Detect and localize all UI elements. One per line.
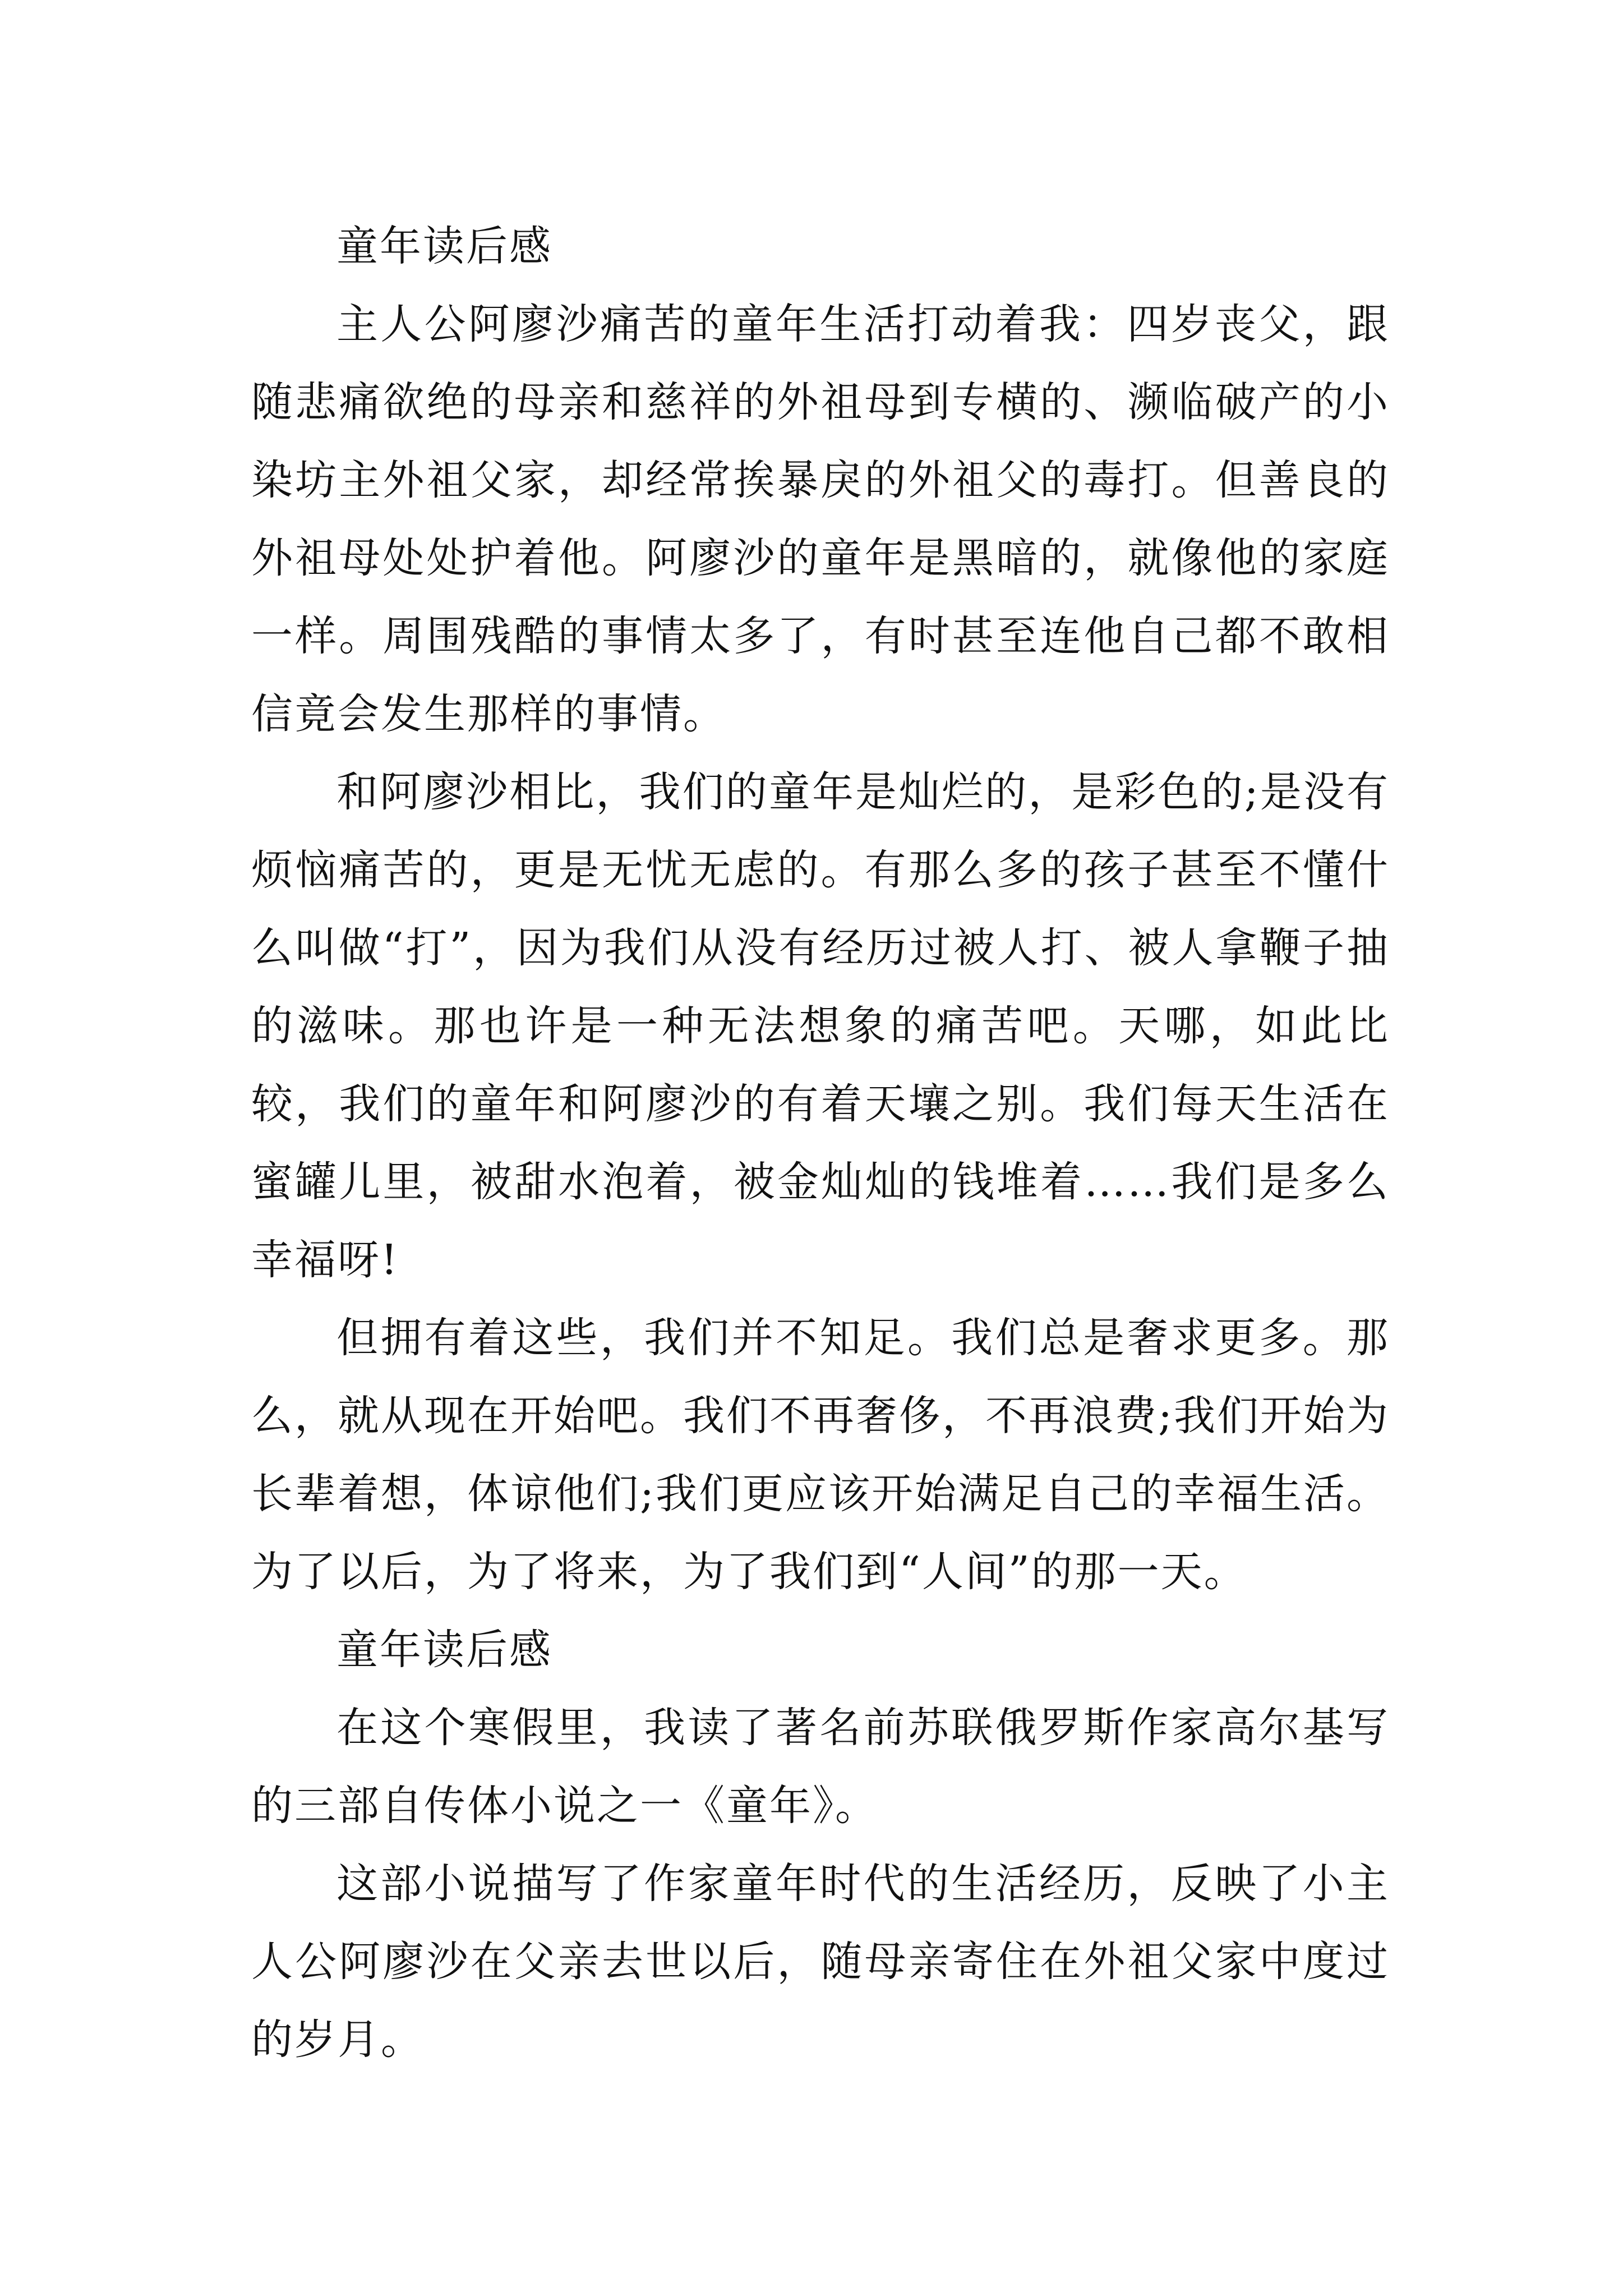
section-2-heading: 童年读后感	[336, 1626, 552, 1674]
section-1-paragraph-2: 和阿廖沙相比，我们的童年是灿烂的，是彩色的;是没有烦恼痛苦的，更是无忧无虑的。有那么多的孩子甚至不懂什么叫做“打”，因为我们从没有经历过被人打、被人拿鞭子抽的滋味。那也许是一种无法想象的痛苦吧。天哪，如此比较，我们的童年和阿廖沙的有着天壤之别。我们每天生活在蜜罐儿里，被甜水泡着，被金灿灿的钱堆着……我们是多么幸福呀!	[251, 768, 1390, 1284]
section-2-paragraph-2: 这部小说描写了作家童年时代的生活经历，反映了小主人公阿廖沙在父亲去世以后，随母亲寄住在外祖父家中度过的岁月。	[251, 1860, 1390, 2064]
section-1-paragraph-3: 但拥有着这些，我们并不知足。我们总是奢求更多。那么，就从现在开始吧。我们不再奢侈，不再浪费;我们开始为长辈着想，体谅他们;我们更应该开始满足自己的幸福生活。为了以后，为了将来，为了我们到“人间”的那一天。	[251, 1314, 1390, 1596]
section-2-paragraph-1: 在这个寒假里，我读了著名前苏联俄罗斯作家高尔基写的三部自传体小说之一《童年》。	[251, 1704, 1390, 1830]
document-page	[251, 208, 1390, 2079]
section-1-paragraph-1: 主人公阿廖沙痛苦的童年生活打动着我：四岁丧父，跟随悲痛欲绝的母亲和慈祥的外祖母到专横的、濒临破产的小染坊主外祖父家，却经常挨暴戾的外祖父的毒打。但善良的外祖母处处护着他。阿廖沙的童年是黑暗的，就像他的家庭一样。周围残酷的事情太多了，有时甚至连他自己都不敢相信竟会发生那样的事情。	[251, 300, 1390, 738]
section-1-heading: 童年读后感	[336, 222, 552, 270]
